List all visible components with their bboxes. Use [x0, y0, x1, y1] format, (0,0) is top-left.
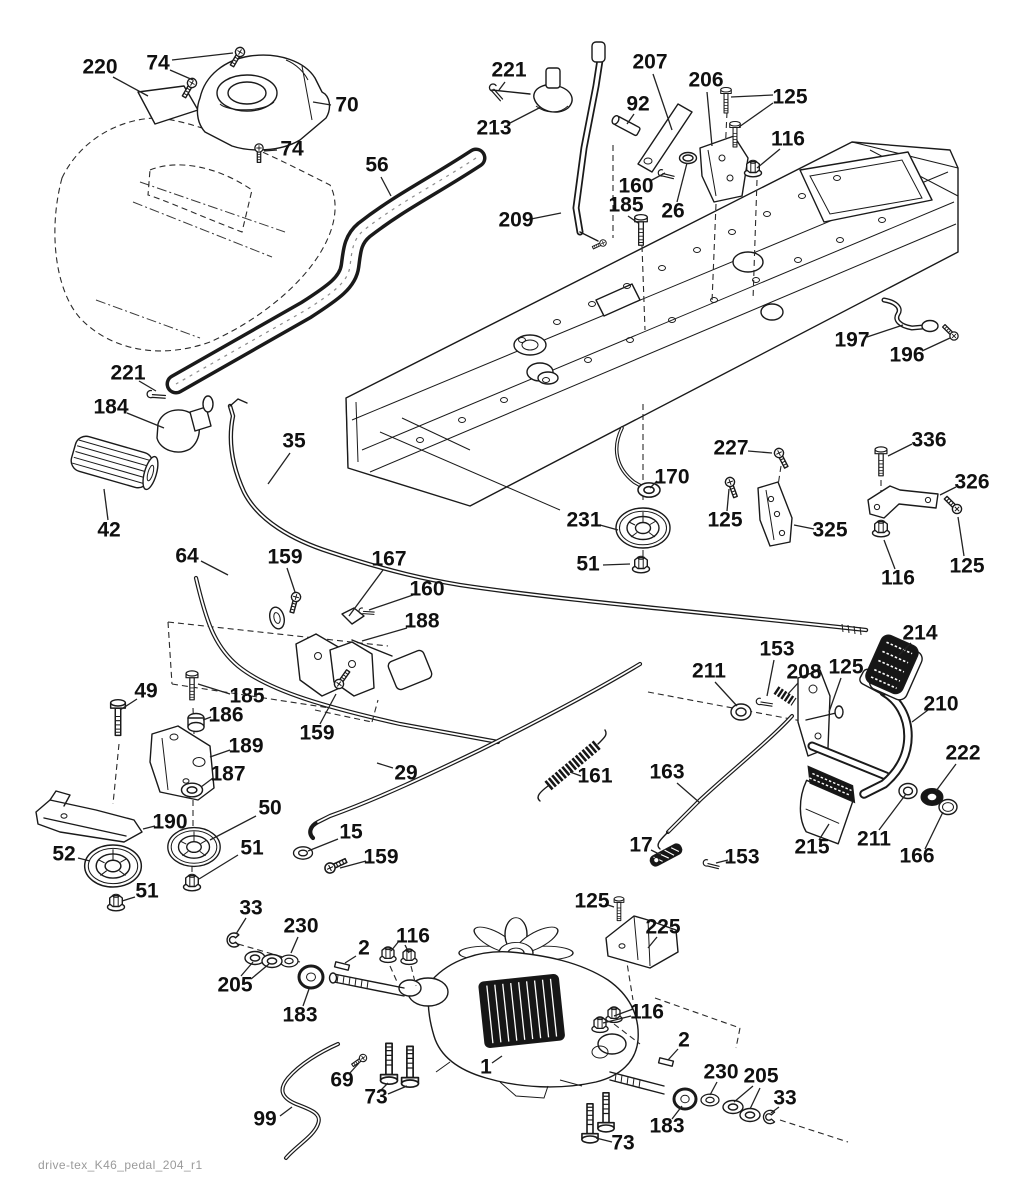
callout-183 [282, 989, 317, 1027]
bolt-73 [598, 1093, 614, 1132]
callout-125 [731, 86, 808, 127]
callout-222 [936, 742, 981, 791]
callout-196 [889, 338, 950, 367]
part-number-1: 1 [480, 1055, 492, 1079]
part-number-29: 29 [394, 761, 418, 785]
grip-42 [69, 434, 162, 492]
part-number-125: 125 [574, 889, 610, 913]
pin-153 [702, 856, 719, 873]
callout-35 [268, 430, 306, 484]
part-number-189: 189 [228, 734, 264, 758]
callout-213 [476, 107, 541, 140]
callout-170 [650, 466, 690, 489]
part-number-92: 92 [626, 92, 650, 116]
bearing-183a [299, 966, 323, 988]
part-number-69: 69 [330, 1068, 354, 1092]
part-number-51: 51 [135, 879, 159, 903]
callout-336 [888, 429, 947, 456]
bolt-73 [381, 1043, 398, 1084]
bolt-125 [614, 897, 624, 921]
part-number-205: 205 [217, 973, 253, 997]
part-number-116: 116 [771, 127, 805, 151]
clip-33 [227, 933, 239, 947]
part-number-221: 221 [110, 361, 146, 385]
part-number-64: 64 [175, 544, 199, 568]
part-number-159: 159 [267, 545, 303, 569]
callout-125 [949, 517, 984, 578]
callout-33 [771, 1087, 797, 1113]
bolt-73 [582, 1104, 598, 1143]
callout-166 [899, 812, 943, 868]
part-number-116: 116 [630, 1000, 664, 1024]
callout-17 [629, 834, 661, 857]
callout-227 [713, 437, 772, 460]
part-number-73: 73 [364, 1085, 388, 1109]
part-number-2: 2 [358, 936, 370, 960]
part-number-51: 51 [576, 552, 600, 576]
callout-183 [649, 1106, 684, 1138]
callout-33 [236, 897, 263, 934]
part-number-125: 125 [772, 85, 808, 109]
part-number-190: 190 [152, 810, 188, 834]
part-number-42: 42 [97, 518, 121, 542]
bushing-211b [899, 784, 917, 799]
callout-167 [349, 548, 407, 616]
washer-205 [262, 955, 282, 968]
part-number-205: 205 [743, 1064, 779, 1088]
callout-221 [110, 362, 156, 391]
part-number-49: 49 [134, 679, 158, 703]
screw-125 [942, 494, 963, 515]
part-number-125: 125 [828, 655, 864, 679]
callout-26 [661, 163, 687, 223]
part-number-160: 160 [618, 174, 654, 198]
part-number-153: 153 [759, 637, 795, 661]
bracket-206 [700, 136, 748, 202]
pin-153 [755, 694, 773, 711]
bolt-336 [875, 447, 887, 476]
part-number-70: 70 [335, 93, 359, 117]
bracket-325 [758, 482, 792, 546]
washer-15 [294, 847, 313, 859]
pedal-cover-215 [792, 766, 861, 845]
part-number-33: 33 [773, 1086, 797, 1110]
washer-230 [280, 955, 298, 967]
screw-125 [724, 476, 740, 499]
part-number-215: 215 [794, 835, 830, 859]
part-number-160: 160 [409, 577, 445, 601]
part-number-183: 183 [282, 1003, 318, 1027]
part-number-50: 50 [258, 796, 282, 820]
washer-166 [939, 800, 957, 815]
bracket-326 [868, 486, 938, 518]
callout-153 [716, 846, 760, 869]
part-number-56: 56 [365, 153, 389, 177]
rear-bracket-assembly [884, 300, 960, 342]
part-number-230: 230 [283, 914, 319, 938]
part-number-325: 325 [812, 518, 848, 542]
washer-187 [182, 783, 203, 797]
part-number-159: 159 [299, 721, 335, 745]
callout-221 [491, 59, 526, 90]
callout-209 [498, 209, 561, 232]
mount-plate [387, 649, 433, 691]
callout-230 [283, 915, 318, 953]
part-number-159: 159 [363, 845, 399, 869]
part-number-51: 51 [240, 836, 264, 860]
callout-69 [330, 1063, 359, 1092]
callout-50 [210, 797, 282, 840]
bolt-196 [941, 323, 960, 342]
pedal-assembly [538, 632, 957, 872]
part-number-116: 116 [881, 566, 915, 590]
callout-186 [203, 704, 244, 727]
part-number-221: 221 [491, 58, 527, 82]
callout-116 [881, 540, 915, 590]
bolt-49 [111, 700, 126, 736]
part-number-74: 74 [146, 51, 170, 75]
callout-2 [345, 937, 370, 963]
part-number-209: 209 [498, 208, 534, 232]
part-number-17: 17 [629, 833, 653, 857]
callout-92 [626, 93, 649, 124]
callout-99 [253, 1107, 292, 1131]
part-number-184: 184 [93, 395, 129, 419]
clip-221 [146, 385, 167, 405]
callout-160 [369, 578, 445, 610]
callout-325 [794, 519, 848, 542]
callout-231 [566, 509, 618, 532]
part-number-26: 26 [661, 199, 685, 223]
part-number-35: 35 [282, 429, 306, 453]
transaxle-fins [478, 974, 564, 1048]
part-number-99: 99 [253, 1107, 277, 1131]
callout-211 [692, 660, 737, 706]
callout-51 [576, 553, 630, 576]
part-number-206: 206 [688, 68, 724, 92]
part-number-116: 116 [396, 924, 430, 948]
callout-42 [97, 489, 120, 542]
part-number-2: 2 [678, 1028, 690, 1052]
part-number-208: 208 [786, 660, 822, 684]
pin-92 [611, 115, 641, 137]
part-number-161: 161 [577, 764, 613, 788]
drawing-code-label: drive-tex_K46_pedal_204_r1 [38, 1158, 203, 1172]
part-number-225: 225 [645, 915, 681, 939]
screw-159 [323, 856, 348, 875]
part-number-125: 125 [707, 508, 743, 532]
screw-74 [255, 144, 263, 163]
callout-326 [940, 471, 990, 495]
nut-51 [108, 894, 125, 911]
part-number-185: 185 [608, 193, 644, 217]
callout-2 [668, 1029, 690, 1060]
part-number-227: 227 [713, 436, 749, 460]
callout-56 [365, 154, 391, 196]
washer-205 [740, 1109, 760, 1122]
callout-206 [688, 69, 723, 146]
part-number-52: 52 [52, 842, 76, 866]
part-number-213: 213 [476, 116, 512, 140]
callout-73 [364, 1083, 407, 1109]
callout-125 [828, 656, 863, 712]
callout-230 [703, 1061, 738, 1095]
bolt-185 [635, 215, 648, 246]
part-number-230: 230 [703, 1060, 739, 1084]
callout-190 [143, 811, 188, 834]
spacer-186 [188, 714, 204, 732]
part-number-210: 210 [923, 692, 959, 716]
callout-205 [217, 962, 269, 997]
washer-205 [723, 1101, 743, 1114]
part-number-187: 187 [210, 762, 246, 786]
part-number-163: 163 [649, 760, 685, 784]
part-number-170: 170 [654, 465, 690, 489]
part-number-231: 231 [566, 508, 602, 532]
clip-160 [657, 166, 674, 183]
hood-assembly [55, 46, 335, 351]
callout-116 [757, 128, 805, 168]
part-number-207: 207 [632, 50, 668, 74]
part-number-211: 211 [692, 659, 726, 683]
part-number-214: 214 [902, 621, 938, 645]
part-number-211: 211 [857, 827, 891, 851]
spring-208 [776, 690, 794, 702]
pawl-17 [648, 842, 683, 868]
callout-220 [82, 56, 148, 96]
part-number-197: 197 [834, 328, 870, 352]
callout-29 [377, 762, 418, 785]
screw-227 [773, 447, 791, 470]
part-number-220: 220 [82, 55, 118, 79]
part-number-166: 166 [899, 844, 935, 868]
bushing-211 [731, 704, 751, 720]
transaxle-assembly [227, 897, 848, 1158]
nut-51 [633, 556, 650, 573]
part-number-73: 73 [611, 1131, 635, 1155]
callout-189 [210, 735, 264, 758]
part-number-186: 186 [208, 703, 244, 727]
callout-73 [596, 1132, 635, 1155]
nut-116 [401, 949, 417, 965]
part-number-196: 196 [889, 343, 925, 367]
bolt-185 [186, 671, 198, 700]
callout-163 [649, 761, 700, 803]
bolt-73 [402, 1046, 419, 1087]
part-number-33: 33 [239, 896, 263, 920]
part-number-74: 74 [280, 137, 304, 161]
callout-125 [574, 890, 614, 913]
nut-116 [873, 520, 890, 537]
callout-214 [899, 622, 938, 655]
callout-210 [912, 693, 959, 722]
pin-125 [835, 706, 843, 718]
pulley-231 [616, 508, 670, 548]
callout-211 [857, 794, 906, 851]
drive-belt [176, 158, 476, 384]
part-number-15: 15 [339, 820, 363, 844]
bolt-69 [350, 1053, 368, 1068]
callout-184 [93, 396, 164, 428]
nut-51 [184, 874, 201, 891]
part-number-167: 167 [371, 547, 407, 571]
part-number-153: 153 [724, 845, 760, 869]
part-number-326: 326 [954, 470, 990, 494]
part-number-336: 336 [911, 428, 947, 452]
part-number-125: 125 [949, 554, 985, 578]
screw-159 [287, 591, 301, 613]
callout-159 [340, 846, 399, 869]
part-number-222: 222 [945, 741, 981, 765]
part-number-185: 185 [229, 684, 265, 708]
part-number-188: 188 [404, 609, 440, 633]
washer-230 [701, 1094, 719, 1106]
part-number-183: 183 [649, 1114, 685, 1138]
pulley-52 [85, 845, 142, 887]
callout-64 [175, 545, 228, 575]
clip-33 [763, 1110, 774, 1123]
lever-knob [592, 42, 605, 62]
callout-159 [267, 546, 302, 592]
nut-116 [380, 947, 396, 963]
bearing-183b [674, 1089, 696, 1109]
callout-207 [632, 51, 672, 130]
